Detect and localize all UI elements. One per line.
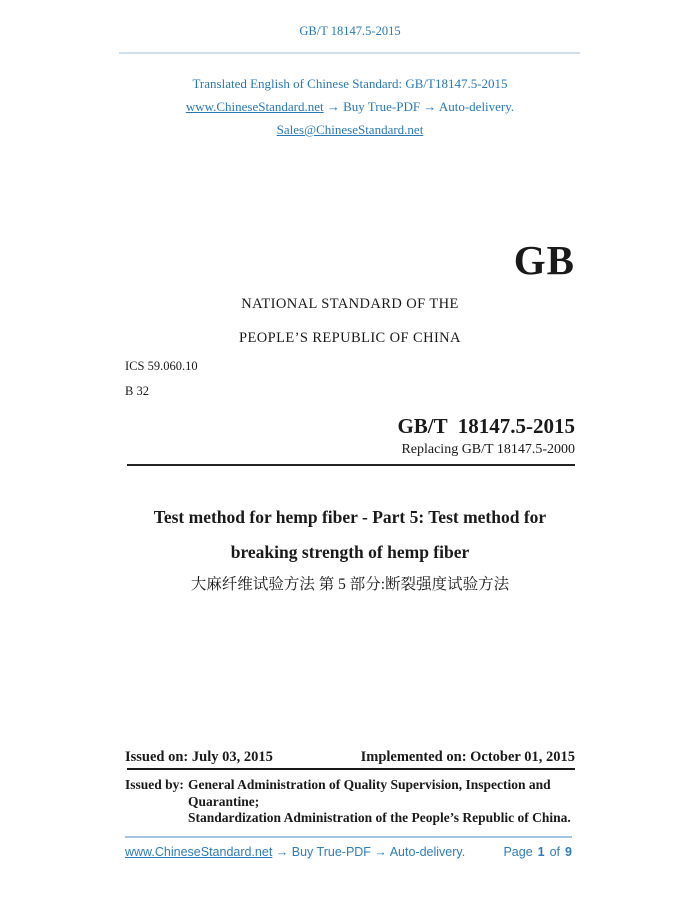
classification-code: B 32 [125,384,149,398]
issued-by-line: General Administration of Quality Supervision, Inspection and [188,777,551,792]
title-divider [127,464,575,466]
header-sales-line [0,122,700,138]
ics-code: ICS 59.060.10 [125,359,198,373]
footer-divider [125,836,572,838]
page-indicator [503,845,572,859]
translated-line: Translated English of Chinese Standard: GB/T18147.5-2015 [192,76,508,91]
replacing-note: Replacing GB/T 18147.5-2000 [401,442,575,457]
sales-email-link[interactable]: Sales@ChineseStandard.net [276,122,424,137]
footer-site-link[interactable]: www.ChineseStandard.net [125,845,273,859]
issued-by-content [188,777,580,827]
footer [125,845,572,859]
implemented-on-date: Implemented on: October 01, 2015 [360,749,575,765]
page-of-label: of [549,845,561,859]
issued-by-label: Issued by: [125,777,184,792]
page-current: 1 [537,845,545,859]
national-standard-line2: PEOPLE’S REPUBLIC OF CHINA [239,330,461,346]
gb-logo: GB [513,237,575,283]
national-standard-line1: NATIONAL STANDARD OF THE [241,296,459,312]
issued-by-block [125,777,580,827]
footer-buy-text: → Buy True-PDF → Auto-delivery. [272,845,466,859]
header-doc-code: GB/T 18147.5-2015 [299,24,401,38]
header-divider [119,52,580,54]
footer-buy-line [125,845,465,859]
issuance-dates-row [125,749,575,766]
buy-text: → Buy True-PDF → Auto-delivery. [323,99,515,114]
issuance-divider [127,768,575,770]
header-buy-line [0,99,700,115]
issued-on-date: Issued on: July 03, 2015 [125,749,273,765]
title-english-line1: Test method for hemp fiber - Part 5: Test method for [153,507,547,527]
page-label: Page [503,845,533,859]
site-link[interactable]: www.ChineseStandard.net [185,99,324,114]
standard-code: GB/T 18147.5-2015 [397,414,575,438]
page-total: 9 [565,845,572,859]
issued-by-line: Standardization Administration of the People’s Republic of China. [188,810,571,826]
issued-by-line: Quarantine; [188,793,260,809]
title-chinese: 大麻纤维试验方法 第 5 部分:断裂强度试验方法 [190,576,510,593]
title-english-line2: breaking strength of hemp fiber [230,542,470,562]
